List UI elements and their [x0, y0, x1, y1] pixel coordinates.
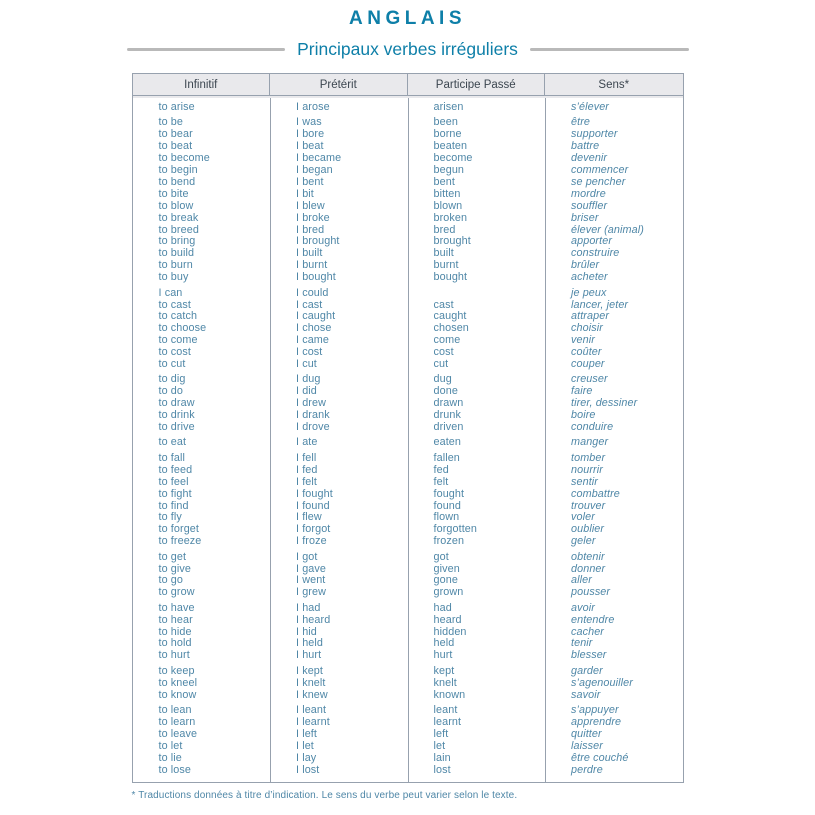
cell-preterit: I leant	[296, 704, 327, 716]
cell-participle: come	[433, 334, 461, 347]
cell-participle: built	[433, 247, 454, 260]
cell-infinitive: to blow	[158, 199, 194, 212]
cell-participle: borne	[433, 128, 462, 141]
cell-infinitive: to draw	[158, 397, 195, 410]
cell-infinitive: to bring	[158, 235, 196, 248]
cell-preterit: I hid	[296, 625, 317, 638]
cell-preterit: I went	[296, 574, 326, 587]
cell-preterit: I hurt	[296, 649, 322, 662]
cell-participle: had	[433, 601, 452, 614]
cell-sens: voler	[571, 511, 595, 524]
cell-preterit: I brought	[296, 235, 340, 248]
cell-sens: acheter	[571, 271, 608, 284]
cell-participle: fought	[433, 487, 465, 500]
cell-infinitive: to begin	[158, 164, 198, 177]
cell-sens: garder	[571, 664, 603, 677]
cell-infinitive: to lean	[158, 704, 192, 716]
cell-infinitive: to break	[158, 211, 199, 224]
cell-preterit: I kept	[296, 664, 324, 677]
page-subtitle: Principaux verbes irréguliers	[297, 39, 518, 59]
cell-preterit: I drew	[296, 397, 327, 410]
cell-infinitive: to bear	[158, 128, 193, 141]
cell-sens: entendre	[571, 613, 615, 626]
cell-participle: left	[433, 727, 449, 740]
cell-infinitive: to get	[158, 550, 187, 563]
cell-sens: boire	[571, 409, 596, 422]
cell-infinitive: to have	[158, 601, 195, 614]
cell-preterit: I could	[296, 286, 329, 299]
cell-infinitive: to be	[158, 116, 184, 129]
cell-participle: drunk	[433, 409, 462, 422]
cell-sens: creuser	[571, 373, 608, 386]
cell-preterit: I beat	[296, 140, 324, 153]
cell-participle: lain	[433, 751, 451, 764]
cell-preterit: I bore	[296, 128, 325, 141]
cell-infinitive: to drive	[158, 421, 195, 434]
cell-preterit: I bent	[296, 175, 324, 188]
cell-infinitive: to fly	[158, 511, 182, 524]
column-divider	[408, 98, 409, 782]
cell-participle: chosen	[433, 322, 469, 335]
cell-preterit: I heard	[296, 613, 331, 626]
column-header-preterit: Prétérit	[270, 74, 408, 95]
cell-sens: s’élever	[571, 101, 610, 113]
cell-sens: donner	[571, 562, 606, 575]
cell-participle: bitten	[433, 187, 461, 200]
cell-preterit: I drank	[296, 409, 330, 422]
cell-sens: se pencher	[571, 175, 626, 188]
cell-sens: aller	[571, 574, 592, 587]
cell-sens: oublier	[571, 523, 605, 536]
cell-infinitive: to drink	[158, 409, 195, 422]
cell-infinitive: to do	[158, 385, 184, 398]
cell-sens: avoir	[571, 601, 595, 614]
cell-preterit: I came	[296, 334, 330, 347]
verb-table	[132, 73, 684, 783]
cell-preterit: I learnt	[296, 715, 330, 728]
table-header	[133, 74, 683, 96]
cell-infinitive: to fight	[158, 487, 192, 500]
cell-infinitive: to dig	[158, 373, 186, 386]
cell-participle: driven	[433, 421, 464, 434]
cell-participle: gone	[433, 574, 458, 587]
cell-preterit: I flew	[296, 511, 322, 524]
cell-preterit: I began	[296, 164, 333, 177]
cell-participle: caught	[433, 310, 467, 323]
cell-participle: flown	[433, 511, 460, 524]
cell-sens: faire	[571, 385, 593, 398]
subtitle-row	[127, 39, 689, 60]
cell-participle: bent	[433, 175, 455, 188]
cell-preterit: I burnt	[296, 259, 328, 272]
cell-preterit: I chose	[296, 322, 332, 335]
cell-infinitive: to grow	[158, 586, 195, 599]
cell-infinitive: to feed	[158, 463, 193, 476]
cell-infinitive: to lose	[158, 763, 192, 776]
cell-preterit: I built	[296, 247, 323, 260]
cell-infinitive: to give	[158, 562, 192, 575]
cell-infinitive: to come	[158, 334, 198, 347]
cell-infinitive: to lie	[158, 751, 182, 764]
cell-preterit: I held	[296, 637, 324, 650]
cell-participle: kept	[433, 664, 455, 677]
cell-participle: arisen	[433, 101, 464, 113]
cell-preterit: I grew	[296, 586, 327, 599]
cell-infinitive: to cast	[158, 298, 192, 311]
cell-participle: blown	[433, 199, 463, 212]
cell-participle: got	[433, 550, 449, 563]
cell-preterit: I had	[296, 601, 321, 614]
cell-infinitive: to kneel	[158, 676, 198, 689]
cell-participle: fallen	[433, 451, 460, 464]
cell-preterit: I fed	[296, 463, 318, 476]
subtitle-rule-right	[530, 48, 689, 51]
cell-participle: known	[433, 688, 466, 701]
cell-sens: manger	[571, 436, 609, 449]
cell-preterit: I forgot	[296, 523, 331, 536]
cell-infinitive: to catch	[158, 310, 198, 323]
cell-infinitive: to let	[158, 739, 183, 752]
cell-participle: forgotten	[433, 523, 478, 536]
cell-infinitive: to burn	[158, 259, 193, 272]
cell-preterit: I dug	[296, 373, 321, 386]
column-header-participe-passe: Participe Passé	[408, 74, 546, 95]
cell-infinitive: to cost	[158, 346, 192, 359]
cell-participle: begun	[433, 164, 465, 177]
subtitle-rule-left	[127, 48, 286, 51]
cell-infinitive: I can	[158, 286, 183, 299]
cell-preterit: I caught	[296, 310, 336, 323]
cell-preterit: I lost	[296, 763, 320, 776]
cell-sens: conduire	[571, 421, 614, 434]
cell-participle: felt	[433, 475, 449, 488]
cell-sens: couper	[571, 358, 605, 371]
table-body	[133, 96, 683, 782]
cell-preterit: I got	[296, 550, 318, 563]
cell-infinitive: to become	[158, 152, 210, 165]
cell-sens: choisir	[571, 322, 603, 335]
cell-participle: given	[433, 562, 460, 575]
cell-preterit: I cast	[296, 298, 323, 311]
cell-infinitive: to hold	[158, 637, 192, 650]
page-title: ANGLAIS	[349, 8, 466, 29]
cell-infinitive: to build	[158, 247, 195, 260]
cell-infinitive: to feel	[158, 475, 189, 488]
cell-infinitive: to know	[158, 688, 197, 701]
cell-infinitive: to hear	[158, 613, 193, 626]
cell-sens: nourrir	[571, 463, 603, 476]
column-divider	[545, 98, 546, 782]
cell-preterit: I fell	[296, 451, 317, 464]
cell-participle: hurt	[433, 649, 453, 662]
cell-participle: learnt	[433, 715, 462, 728]
cell-infinitive: to hide	[158, 625, 192, 638]
cell-sens: supporter	[571, 128, 618, 141]
cell-preterit: I bit	[296, 187, 314, 200]
cell-infinitive: to keep	[158, 664, 195, 677]
cell-sens: pousser	[571, 586, 611, 599]
cell-preterit: I knew	[296, 688, 328, 701]
cell-preterit: I did	[296, 385, 317, 398]
cell-sens: combattre	[571, 487, 620, 500]
cell-sens: savoir	[571, 688, 601, 701]
cell-sens: apporter	[571, 235, 613, 248]
cell-preterit: I gave	[296, 562, 327, 575]
cell-sens: quitter	[571, 727, 602, 740]
cell-sens: cacher	[571, 625, 605, 638]
cell-participle: knelt	[433, 676, 457, 689]
cell-preterit: I drove	[296, 421, 330, 434]
cell-preterit: I felt	[296, 475, 318, 488]
column-divider	[270, 98, 271, 782]
cell-preterit: I cut	[296, 358, 317, 371]
cell-preterit: I ate	[296, 436, 318, 449]
cell-infinitive: to cut	[158, 358, 186, 371]
cell-preterit: I froze	[296, 535, 327, 548]
cell-sens: sentir	[571, 475, 599, 488]
footnote: * Traductions données à titre d’indication. Le sens du verbe peut varier selon le texte.	[131, 790, 518, 802]
cell-preterit: I knelt	[296, 676, 326, 689]
cell-sens: perdre	[571, 763, 603, 776]
cell-sens: battre	[571, 140, 600, 153]
cell-preterit: I fought	[296, 487, 333, 500]
cell-infinitive: to choose	[158, 322, 207, 335]
cell-sens: brûler	[571, 259, 600, 272]
cell-preterit: I blew	[296, 199, 325, 212]
cell-participle: broken	[433, 211, 468, 224]
cell-sens: s’agenouiller	[571, 676, 633, 689]
cell-infinitive: to forget	[158, 523, 200, 536]
cell-participle: dug	[433, 373, 452, 386]
cell-sens: briser	[571, 211, 599, 224]
cell-preterit: I lay	[296, 751, 317, 764]
cell-sens: je peux	[571, 286, 607, 299]
cell-infinitive: to learn	[158, 715, 196, 728]
cell-infinitive: to buy	[158, 271, 189, 284]
cell-participle: burnt	[433, 259, 459, 272]
cell-sens: tenir	[571, 637, 593, 650]
cell-participle: cast	[433, 298, 454, 311]
cell-participle: drawn	[433, 397, 464, 410]
cell-sens: obtenir	[571, 550, 605, 563]
cell-sens: coûter	[571, 346, 602, 359]
cell-infinitive: to bend	[158, 175, 196, 188]
cell-infinitive: to bite	[158, 187, 189, 200]
cell-sens: venir	[571, 334, 595, 347]
cell-participle: brought	[433, 235, 471, 248]
cell-preterit: I was	[296, 116, 322, 129]
cell-infinitive: to arise	[158, 101, 195, 113]
cell-participle: become	[433, 152, 473, 165]
cell-sens: devenir	[571, 152, 608, 165]
cell-sens: tomber	[571, 451, 606, 464]
cell-infinitive: to freeze	[158, 535, 202, 548]
cell-sens: trouver	[571, 499, 606, 512]
cell-preterit: I bought	[296, 271, 336, 284]
cell-sens: blesser	[571, 649, 607, 662]
cell-participle: bought	[433, 271, 468, 284]
cell-participle: found	[433, 499, 462, 512]
cell-preterit: I cost	[296, 346, 323, 359]
cell-sens: être	[571, 116, 591, 129]
cell-infinitive: to hurt	[158, 649, 190, 662]
cell-participle: cost	[433, 346, 454, 359]
cell-participle: heard	[433, 613, 462, 626]
cell-sens: apprendre	[571, 715, 622, 728]
cell-participle: beaten	[433, 140, 468, 153]
cell-infinitive: to beat	[158, 140, 193, 153]
cell-sens: tirer, dessiner	[571, 397, 638, 410]
cell-sens: être couché	[571, 751, 629, 764]
cell-participle: hidden	[433, 625, 467, 638]
cell-preterit: I let	[296, 739, 314, 752]
cell-infinitive: to eat	[158, 436, 187, 449]
cell-participle: done	[433, 385, 458, 398]
cell-sens: commencer	[571, 164, 629, 177]
cell-participle: leant	[433, 704, 458, 716]
cell-infinitive: to go	[158, 574, 184, 587]
cell-preterit: I arose	[296, 101, 330, 113]
cell-participle: eaten	[433, 436, 462, 449]
cell-participle: grown	[433, 586, 464, 599]
column-header-infinitif: Infinitif	[133, 74, 271, 95]
cell-sens: élever (animal)	[571, 223, 644, 236]
cell-sens: souffler	[571, 199, 608, 212]
cell-infinitive: to leave	[158, 727, 198, 740]
cell-participle: fed	[433, 463, 449, 476]
cell-participle	[408, 288, 546, 300]
cell-participle: let	[433, 739, 446, 752]
cell-sens: lancer, jeter	[571, 298, 629, 311]
cell-participle: frozen	[433, 535, 465, 548]
cell-infinitive: to breed	[158, 223, 199, 236]
cell-preterit: I found	[296, 499, 330, 512]
cell-preterit: I broke	[296, 211, 330, 224]
cell-sens: geler	[571, 535, 596, 548]
cell-participle: been	[433, 116, 458, 129]
cell-participle: bred	[433, 223, 456, 236]
cell-sens: s’appuyer	[571, 704, 619, 716]
cell-participle: lost	[433, 763, 451, 776]
cell-sens: construire	[571, 247, 620, 260]
cell-preterit: I became	[296, 152, 342, 165]
cell-infinitive: to fall	[158, 451, 186, 464]
cell-infinitive: to find	[158, 499, 189, 512]
cell-sens: attraper	[571, 310, 610, 323]
cell-participle: held	[433, 637, 455, 650]
cell-preterit: I left	[296, 727, 318, 740]
cell-sens: laisser	[571, 739, 603, 752]
column-header-sens: Sens*	[598, 79, 630, 91]
cell-sens: mordre	[571, 187, 606, 200]
cell-preterit: I bred	[296, 223, 325, 236]
cell-participle: cut	[433, 358, 449, 371]
